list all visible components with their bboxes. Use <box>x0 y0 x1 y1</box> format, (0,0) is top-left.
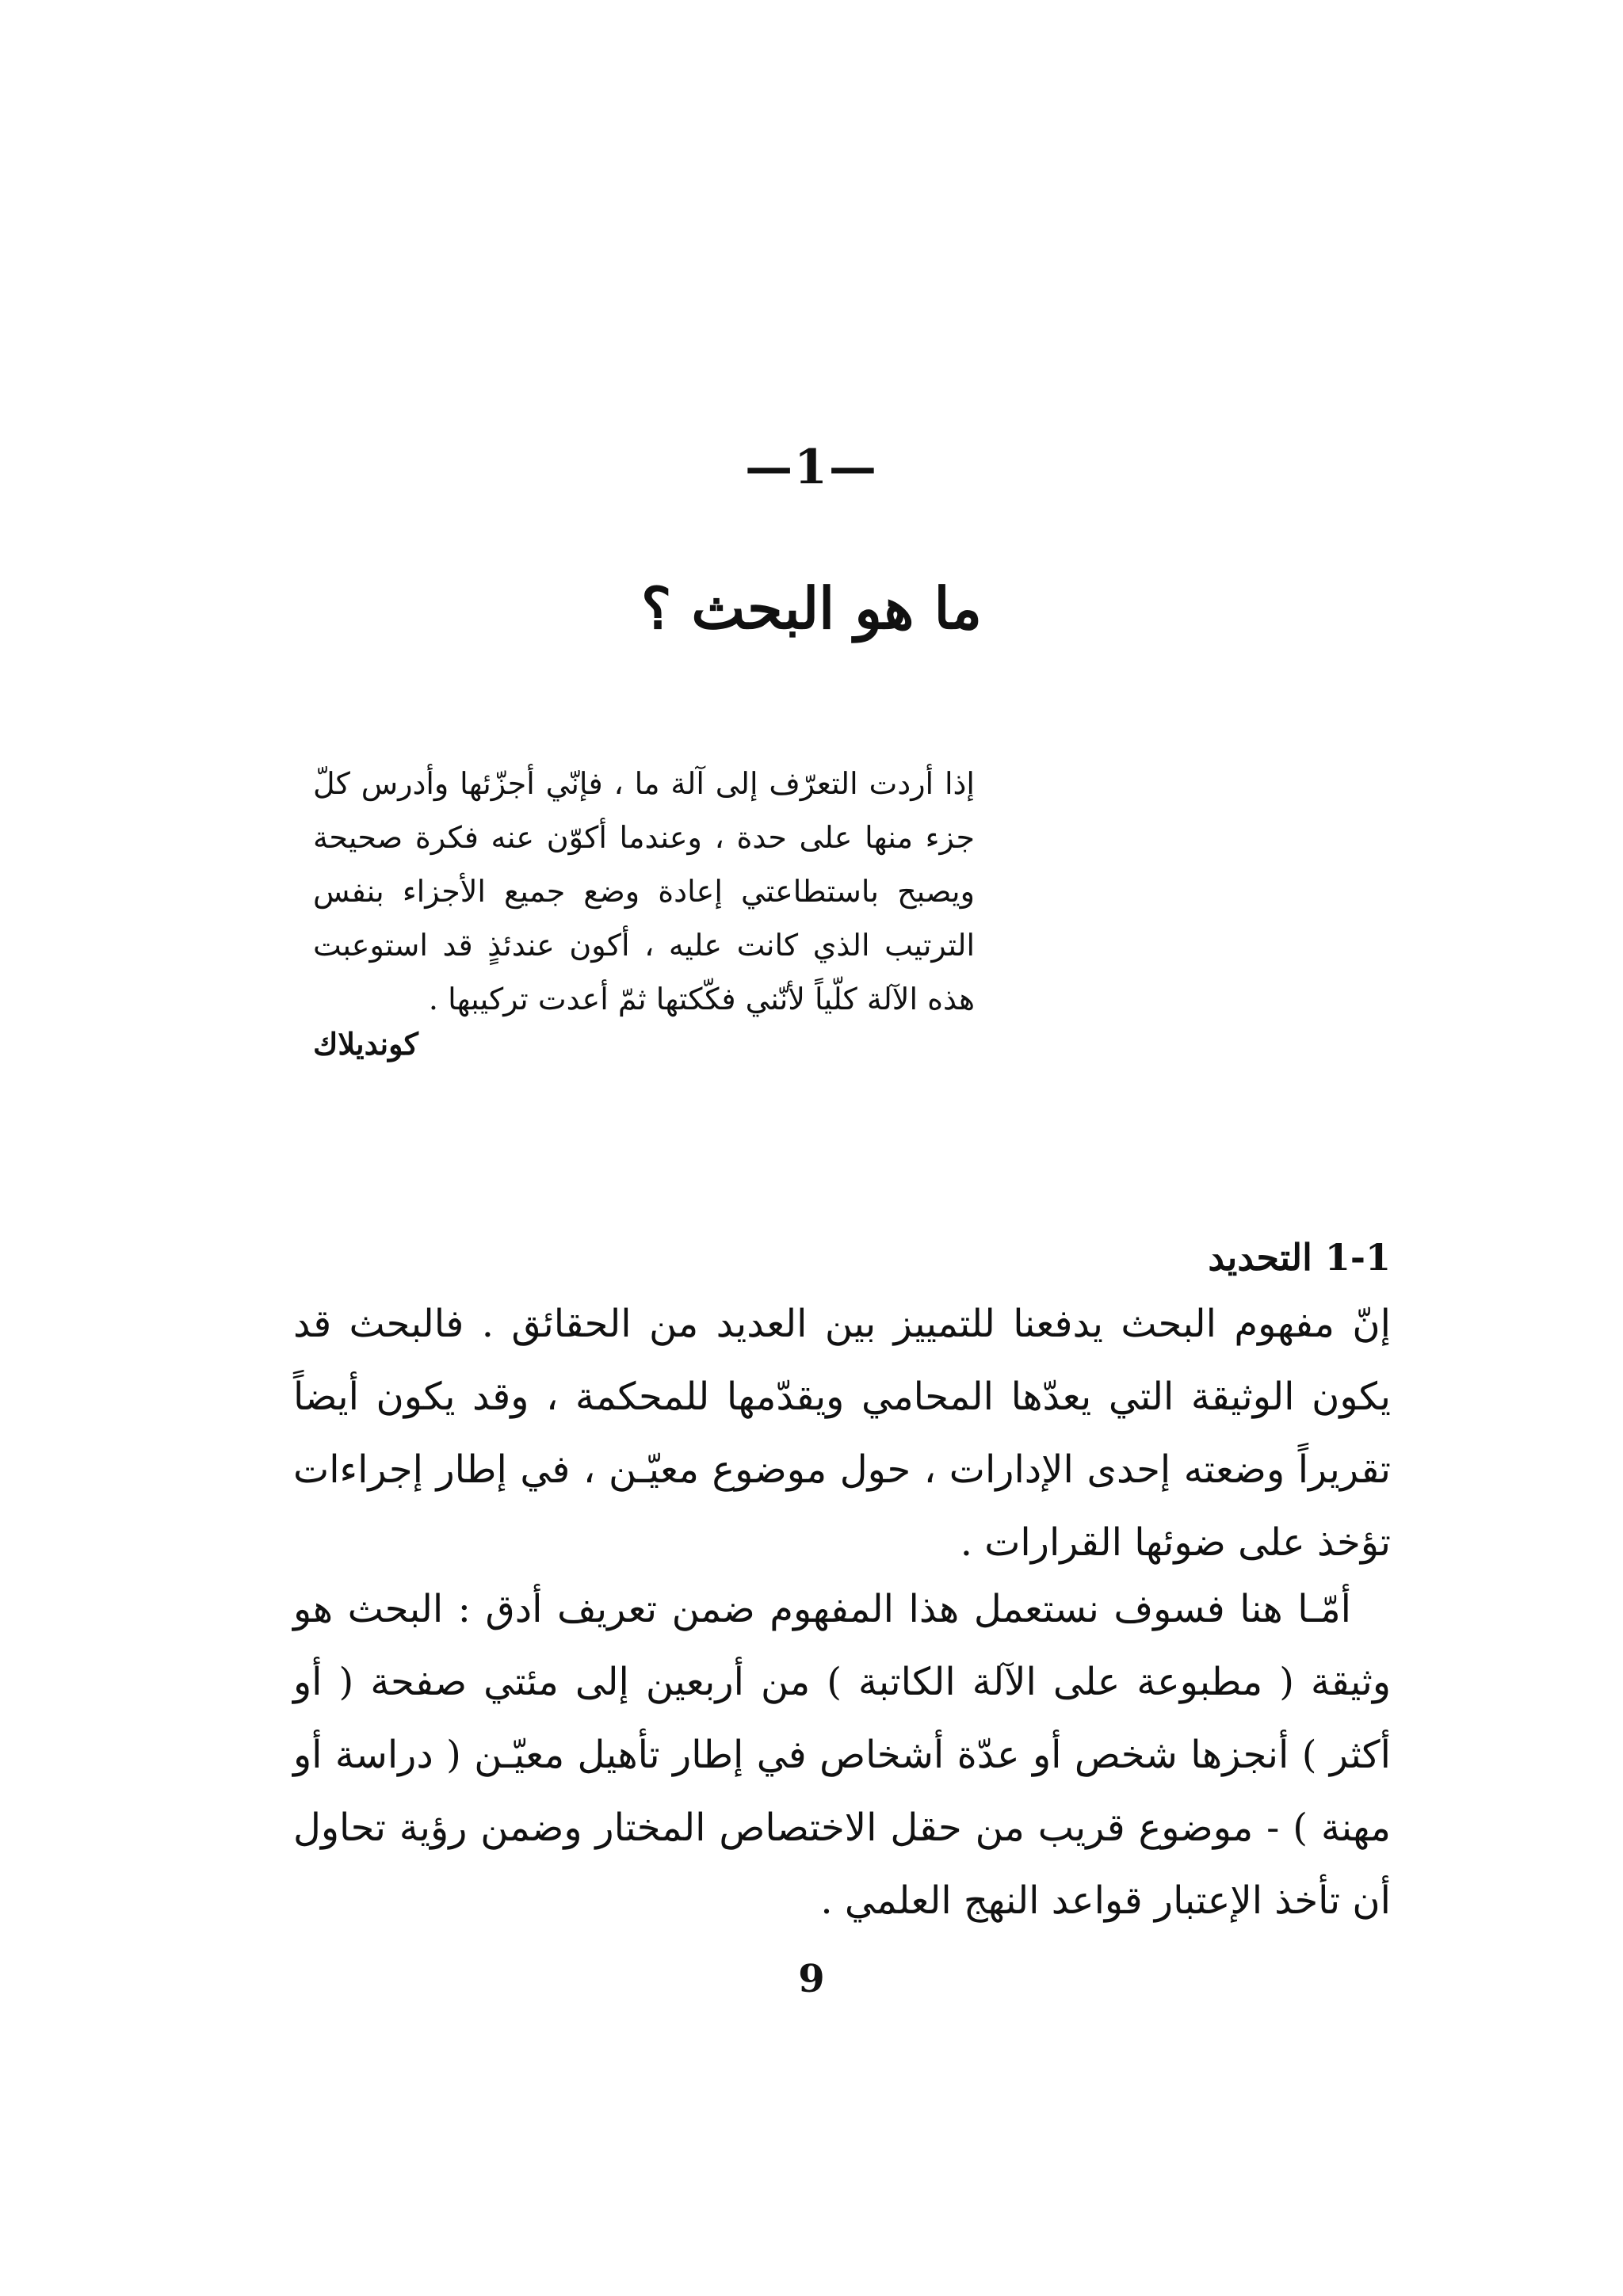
chapter-number: —1— <box>745 440 878 495</box>
paragraph-1 <box>293 1287 1391 1579</box>
chapter-title: ما هو البحث ؟ <box>641 574 982 642</box>
epigraph-text: إذا أردت التعرّف إلى آلة ما ، فإنّي أجزّئها وأدرس كلّ جزء منها على حدة ، وعندما أكوّن عنه فكرة صحيحة ويصبح باستطاعتي إعادة وضع جميع الأجزاء بنفس الترتيب الذي كانت عليه ، أكون عندئذٍ قد استوعبت هذه الآلة كلّياً لأنّني فكّكتها ثمّ أعدت تركيبها . <box>313 766 975 1016</box>
section-heading: 1-1 التحديد <box>1208 1236 1391 1279</box>
paragraph-2 <box>293 1573 1391 1937</box>
epigraph-author: كونديلاك <box>313 1026 418 1062</box>
paragraph-text: إنّ مفهوم البحث يدفعنا للتمييز بين العديد من الحقائق . فالبحث قد يكون الوثيقة التي يعدّها المحامي ويقدّمها للمحكمة ، وقد يكون أيضاً تقريراً وضعته إحدى الإدارات ، حول موضوع معيّـن ، في إطار إجراءات تؤخذ على ضوئها القرارات . <box>293 1302 1391 1565</box>
page-number: 9 <box>798 1957 825 2001</box>
paragraph-text: أمّـا هنا فسوف نستعمل هذا المفهوم ضمن تعريف أدق : البحث هو وثيقة ( مطبوعة على الآلة الكاتبة ) من أربعين إلى مئتي صفحة ( أو أكثر ) أنجزها شخص أو عدّة أشخاص في إطار تأهيل معيّـن ( دراسة أو مهنة ) - موضوع قريب من حقل الاختصاص المختار وضمن رؤية تحاول أن تأخذ الإعتبار قواعد النهج العلمي . <box>293 1587 1392 1923</box>
epigraph-quote <box>313 757 975 1026</box>
